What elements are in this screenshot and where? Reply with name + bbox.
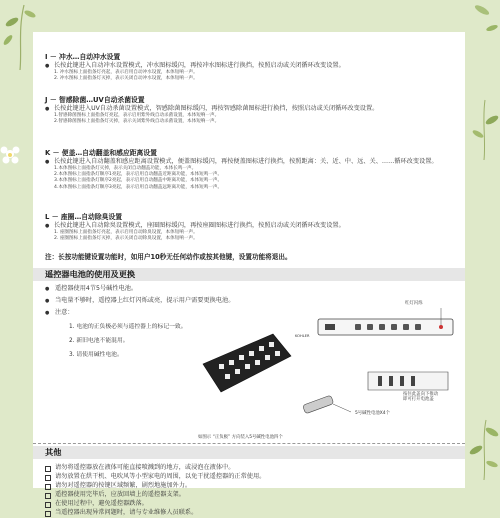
brand-label: KOHLER (295, 334, 310, 338)
section-deodor (45, 213, 457, 242)
section-heading: K － 便盖…自动翻盖和感应距离设置 (45, 149, 157, 157)
section-body: ● 长按此键进入UV自动杀菌设置模式，智感除菌图标缓闪，再按智感除菌图标进行换挡，按照启动或关闭循环改变设置。 (45, 105, 457, 113)
section-sub: 1. 座圈图标上面指条灯亮起，表示启用自动除臭设置，本体短响一声。 (54, 230, 198, 235)
leaf-decoration-right-lower-icon (470, 100, 500, 160)
battery-section-title: 遥控器电池的使用及更换 (45, 269, 136, 279)
other-item: 在使用过程中，避免遥控器跌落。 (55, 500, 148, 507)
illustration-caption: 如图示 “正负极” 方向装入5号碱性电池四个 (198, 435, 283, 440)
section-sub: 2.智感除菌图标上面指条灯灭掉，表示关闭紫外线自动杀菌设置，本体短响一声。 (54, 119, 220, 125)
other-item: 请勿对遥控器的按键区域频繁，剧烈地施加外力。 (55, 482, 192, 489)
divider (33, 443, 465, 444)
battery-section-header (33, 268, 465, 281)
other-item: 当遥控器出现异常问题时，请与专业维修人员联系。 (55, 509, 198, 516)
battery-bullet: ● 注意： (55, 309, 74, 317)
section-heading: J － 智感除菌…UV自动杀菌设置 (45, 96, 145, 104)
settings-note: 注：长按功能键设置功能时，如用户10秒无任何动作或按其他键，设置功能将退出。 (45, 253, 292, 261)
red-light-label: 红灯闪烁 (405, 301, 423, 306)
battery-bullet: ● 当电量不够时，遥控器上红灯闪烁或亮，提示用户需要更换电池。 (55, 297, 234, 305)
section-sub: 2.本体图标上面指条灯顺序1亮起，表示启用自动翻盖近距离功能，本体短鸣一声。 (54, 172, 223, 178)
cover-instruction-label: 按住此盖向下推动 即可打开电池盖 (403, 392, 439, 403)
section-sub: 3.本体图标上面指条灯顺序2亮起，表示启用自动翻盖中距离功能，本体短鸣一声。 (54, 178, 223, 184)
battery-step: 2. 新旧电池不能混用。 (69, 338, 129, 344)
battery-step: 3. 请使用碱性电池。 (69, 352, 123, 358)
leaf-decoration-right-icon (462, 0, 500, 40)
section-uv (45, 96, 457, 125)
other-item: 遥控器使用完毕后，应放回墙上的遥控器支架。 (55, 491, 185, 498)
other-item: 请勿将遥控器放在液体可能直接喷溅到的地方，或浸泡在液体中。 (55, 464, 235, 471)
section-heading: I － 冲水…自动冲水设置 (45, 53, 121, 61)
leaf-decoration-bottom-right-icon (468, 420, 500, 480)
section-heading: L － 座圈…自动除臭设置 (45, 213, 123, 221)
battery-type-label: 5号碱性电池X4个 (355, 411, 390, 416)
section-sub: 1.智感除菌图标上面指条灯亮起，表示启用紫外线自动杀菌设置，本体短响一声。 (54, 113, 220, 118)
section-flush (45, 53, 457, 82)
remote-battery-illustration (183, 294, 463, 434)
other-section-header (33, 446, 465, 459)
section-sub: 2. 座圈图标上面指条灯灭掉，表示关闭自动除臭设置，本体短响一声。 (54, 236, 198, 242)
manual-page (33, 32, 465, 516)
section-sub: 1.本体图标上面指条灯灭掉，表示关闭自动翻盖功能，本体长鸣一声。 (54, 166, 197, 171)
section-body: ● 长按此键进入自动冲水设置模式，冲水图标缓闪，再按冲水图标进行换挡，按照启动或关闭循环改变设置。 (45, 62, 457, 70)
battery-bullet: ● 遥控器使用4节5号碱性电池。 (55, 285, 137, 293)
section-sub: 4.本体图标上面指条灯顺序3亮起，表示启用自动翻盖远距离功能，本体短鸣一声。 (54, 184, 223, 190)
section-lid (45, 149, 457, 191)
other-item: 请勿放置在烘干机、电吹风等小型家电的周围，以免干扰遥控器的正常使用。 (55, 473, 266, 480)
battery-step: 1. 电池的正负极必须与遥控器上的标记一致。 (69, 324, 187, 330)
flower-decoration-icon (0, 140, 26, 170)
section-sub: 1. 冲水图标上面指条灯亮起，表示启用自动冲水设置，本体短响一声。 (54, 70, 198, 75)
section-sub: 2. 冲水图标上面指条灯灭掉，表示关闭自动冲水设置，本体短响一声。 (54, 76, 198, 82)
other-section-title: 其他 (45, 447, 62, 457)
section-body: ● 长按此键进入自动翻盖和感应距离设置模式，便盖图标缓闪，再按便盖图标进行换挡，按照距离：关、近、中、远、关、……循环改变设置。 (45, 158, 457, 166)
section-body: ● 长按此键进入自动除臭设置模式，座圈图标缓闪，再按座圈图标进行换挡，按照启动或关闭循环改变设置。 (45, 222, 457, 230)
